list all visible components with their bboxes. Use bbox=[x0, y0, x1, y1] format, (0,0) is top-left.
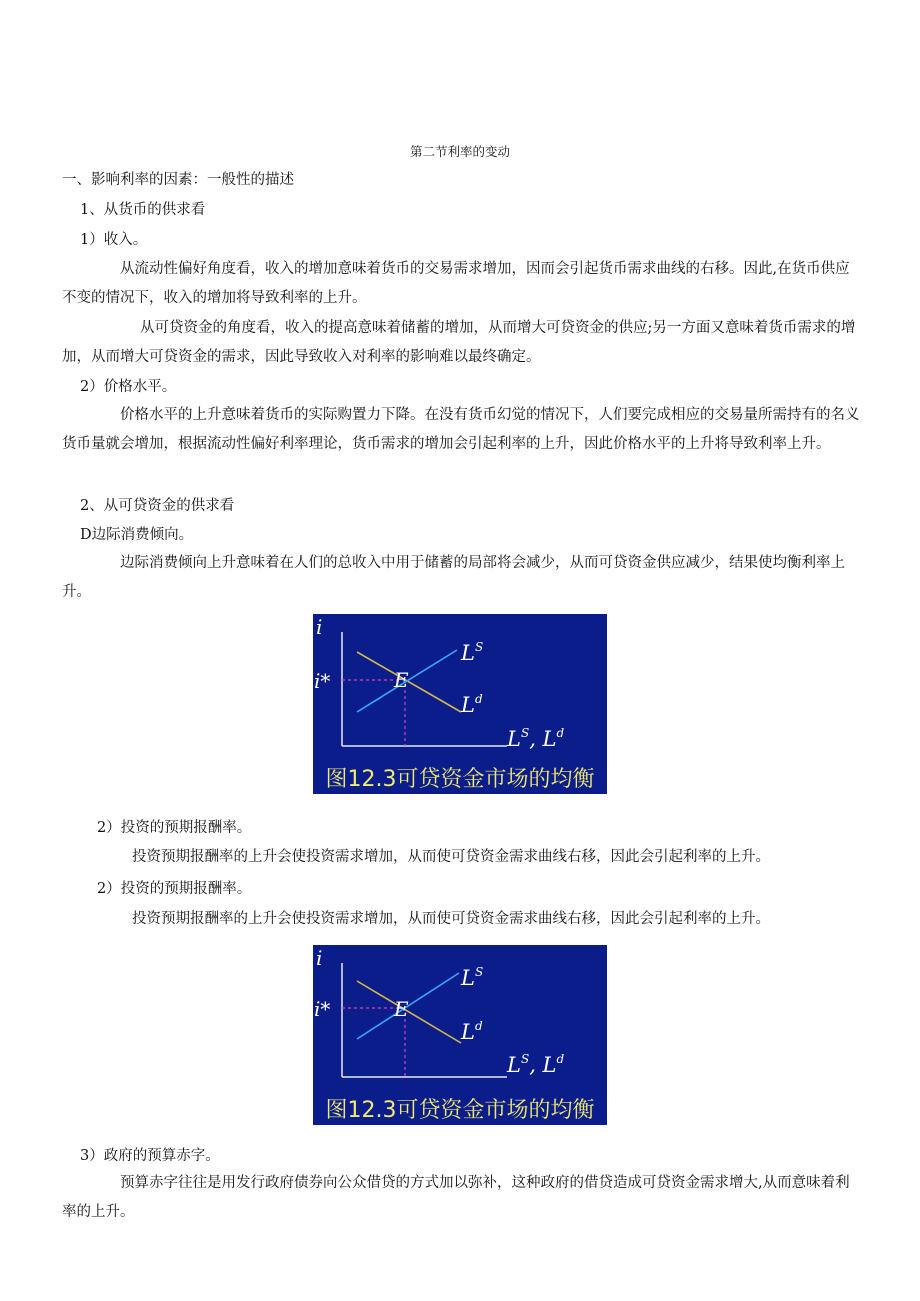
eq-rate-label: i* bbox=[314, 669, 331, 693]
supply-label: $L^S$ bbox=[461, 965, 484, 990]
demand-label: $L^d$ bbox=[461, 1019, 483, 1044]
item-mpc: D边际消费倾向。 bbox=[80, 527, 194, 543]
x-axis-label: $L^S$, $L^d$ bbox=[507, 1052, 565, 1077]
item-budget-deficit: 3）政府的预算赤字。 bbox=[80, 1148, 220, 1164]
heading-1: 一、影响利率的因素：一般性的描述 bbox=[62, 172, 294, 188]
page-title: 第二节利率的变动 bbox=[410, 144, 511, 159]
paragraph-mpc: 边际消费倾向上升意味着在人们的总收入中用于储蓄的局部将会减少，从而可贷资金供应减少，结果使均衡利率上升。 bbox=[62, 555, 845, 600]
item-price-level: 2）价格水平。 bbox=[80, 379, 177, 395]
paragraph-loanable: 从可贷资金的角度看，收入的提高意味着储蓄的增加，从而增大可贷资金的供应;另一方面又意味着货币需求的增加，从而增大可贷资金的需求，因此导致收入对利率的影响难以最终确定。 bbox=[62, 320, 856, 365]
x-axis-label: $L^S$, $L^d$ bbox=[507, 726, 565, 751]
figure-caption: 图12.3可贷资金市场的均衡 bbox=[325, 767, 595, 792]
item-investment-return-1: 2）投资的预期报酬率。 bbox=[97, 820, 252, 836]
paragraph-price-level: 价格水平的上升意味着货币的实际购置力下降。在没有货币幻觉的情况下，人们要完成相应的交易量所需持有的名义货币量就会增加，根据流动性偏好利率理论，货币需求的增加会引起利率的上升，因此价格水平的上升将导致利率上升。 bbox=[62, 407, 860, 452]
demand-label: $L^d$ bbox=[461, 692, 483, 717]
figure-caption: 图12.3可贷资金市场的均衡 bbox=[325, 1098, 595, 1123]
item-investment-return-2: 2）投资的预期报酬率。 bbox=[97, 881, 252, 897]
paragraph-budget-deficit: 预算赤字往往是用发行政府债券向公众借贷的方式加以弥补，这种政府的借贷造成可贷资金需求增大,从而意味着利率的上升。 bbox=[62, 1175, 850, 1220]
paragraph-investment-1: 投资预期报酬率的上升会使投资需求增加，从而使可贷资金需求曲线右移，因此会引起利率的上升。 bbox=[132, 849, 770, 865]
supply-label: $L^S$ bbox=[461, 640, 484, 665]
y-axis-label: i bbox=[316, 615, 323, 639]
y-axis-label: i bbox=[316, 946, 323, 970]
subheading-money: 1、从货币的供求看 bbox=[80, 202, 206, 218]
figure-loanable-funds-1 bbox=[313, 614, 607, 794]
item-income: 1）收入。 bbox=[80, 232, 148, 248]
eq-point-label: E bbox=[394, 997, 409, 1021]
figure-loanable-funds-2 bbox=[313, 945, 607, 1125]
subheading-loanable: 2、从可贷资金的供求看 bbox=[80, 498, 235, 514]
demand-curve bbox=[357, 981, 461, 1043]
eq-rate-label: i* bbox=[314, 997, 331, 1021]
paragraph-liquidity: 从流动性偏好角度看，收入的增加意味着货币的交易需求增加，因而会引起货币需求曲线的右移。因此,在货币供应不变的情况下，收入的增加将导致利率的上升。 bbox=[62, 261, 850, 306]
paragraph-investment-2: 投资预期报酬率的上升会使投资需求增加，从而使可贷资金需求曲线右移，因此会引起利率的上升。 bbox=[132, 911, 770, 927]
eq-point-label: E bbox=[394, 668, 409, 692]
